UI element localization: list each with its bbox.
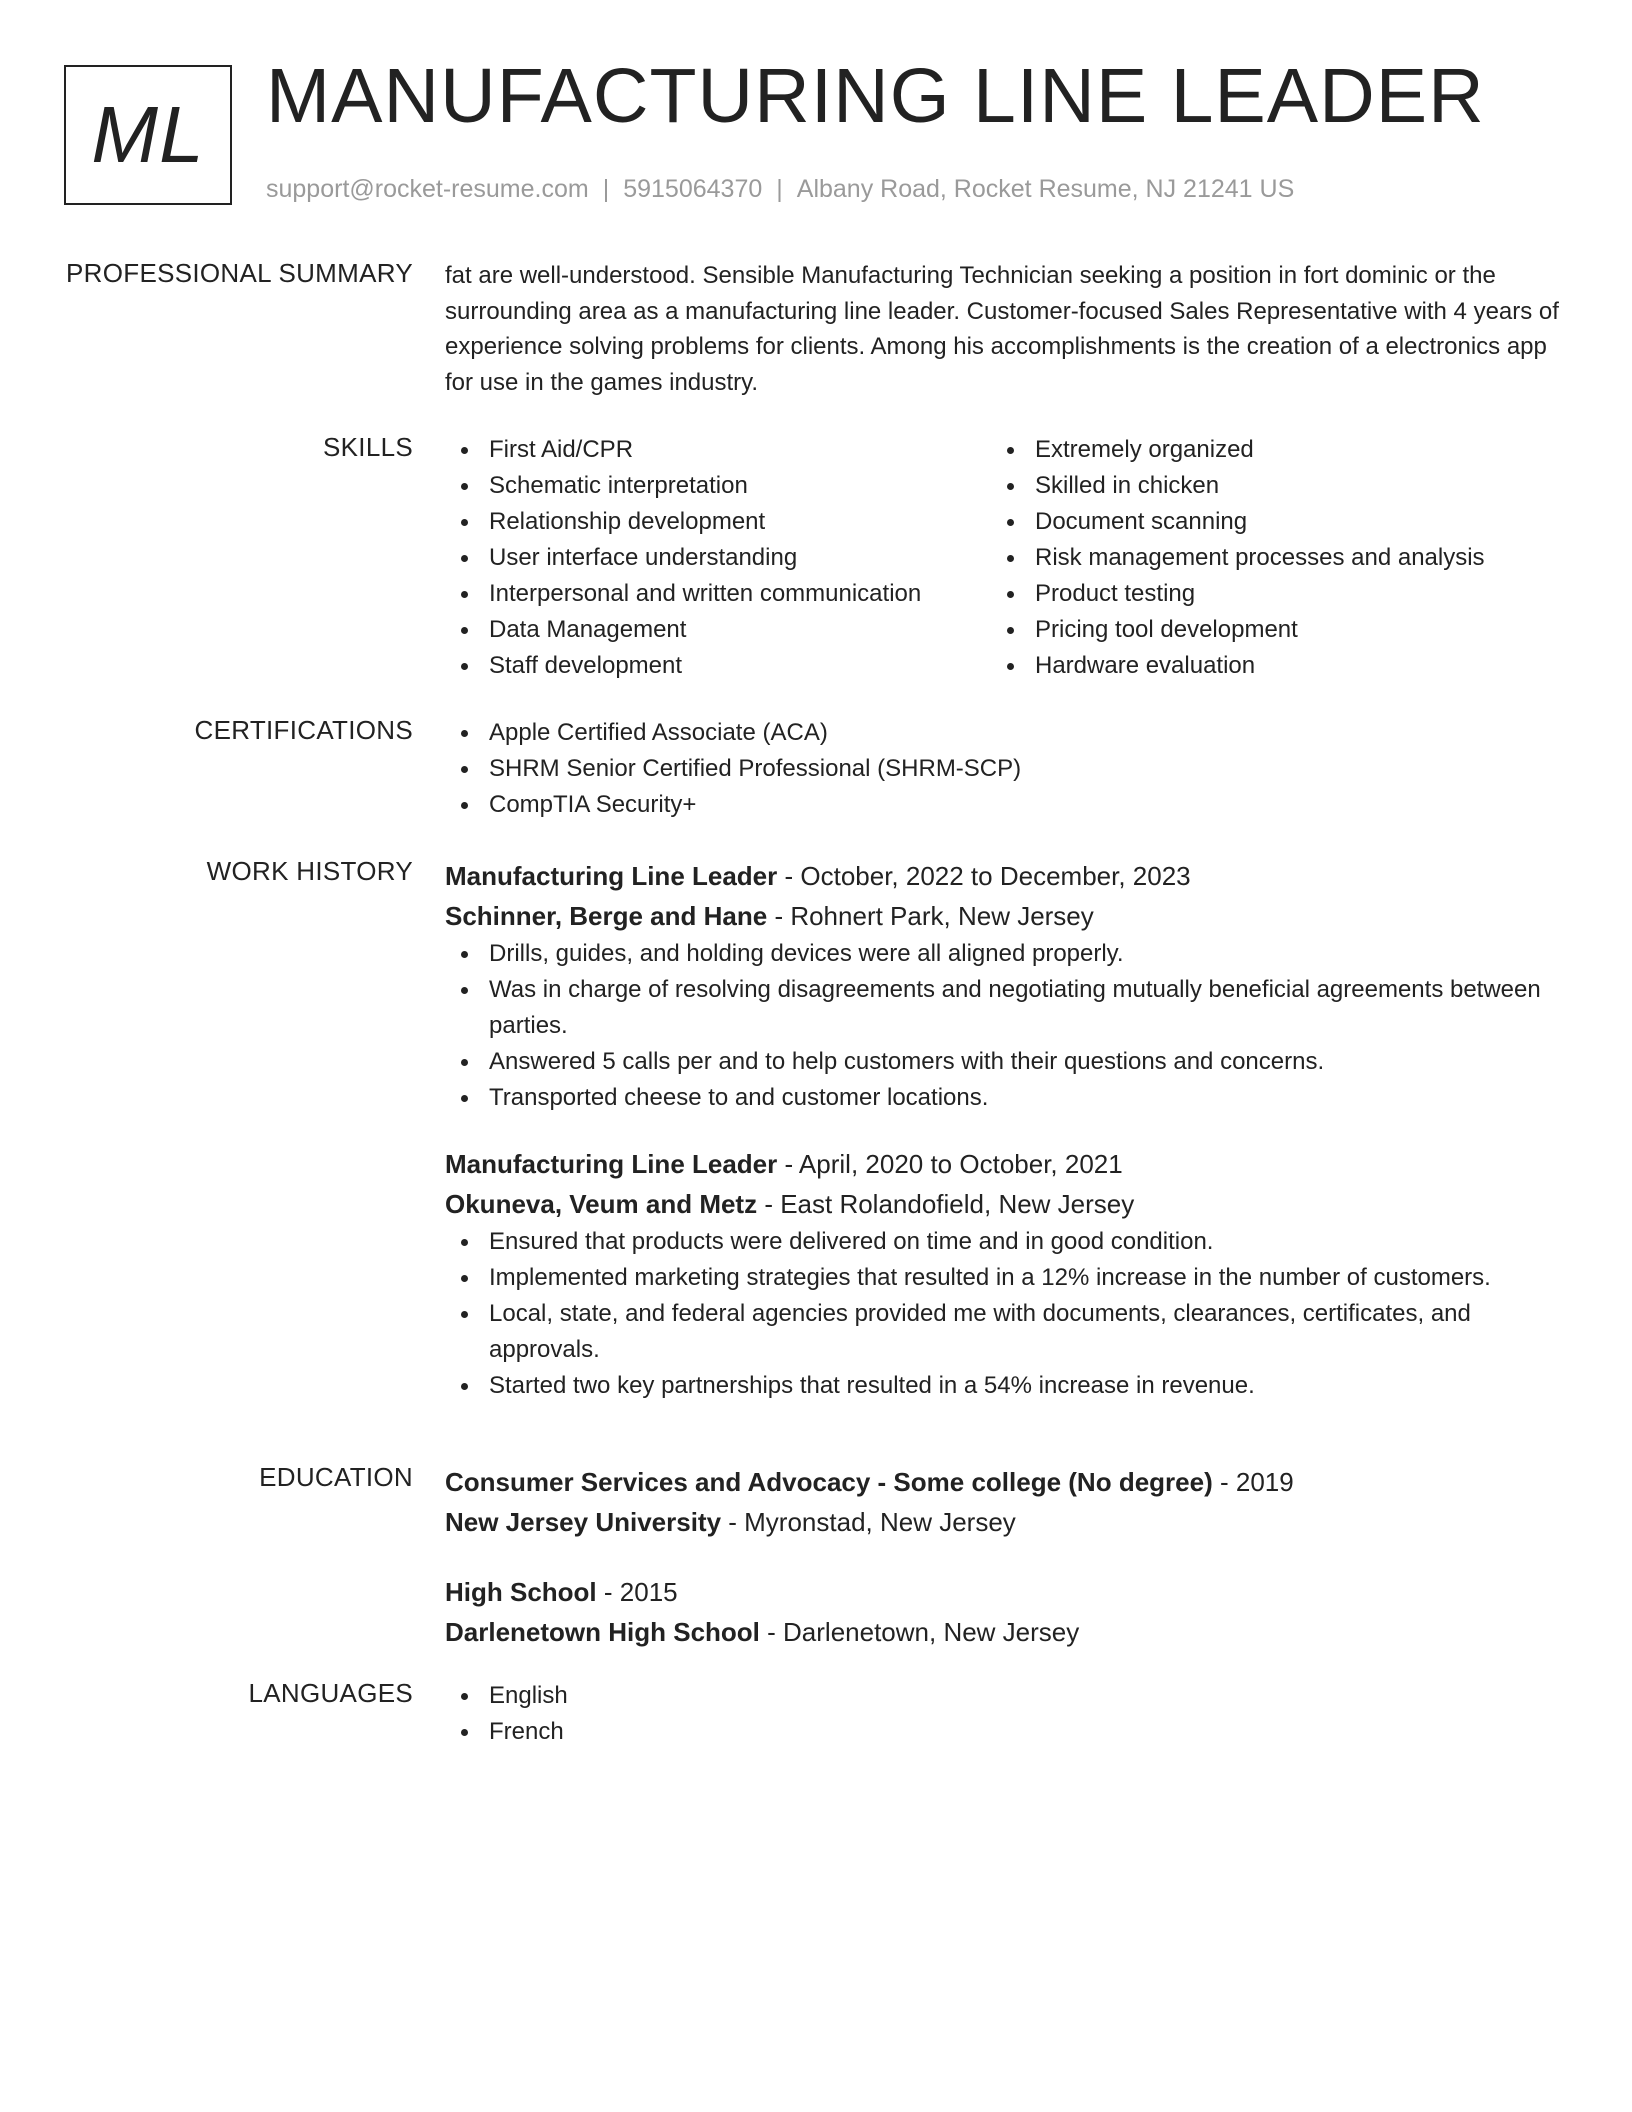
education-degree-line — [445, 1462, 1565, 1502]
education-entry — [445, 1572, 1565, 1652]
contact-email: support@rocket-resume.com — [266, 175, 589, 203]
monogram-box — [64, 65, 232, 205]
skill-item: Extremely organized — [991, 432, 1537, 468]
skill-item: Relationship development — [445, 504, 991, 540]
skill-item: Staff development — [445, 648, 991, 684]
certifications-list — [445, 715, 1565, 823]
resume-title: MANUFACTURING LINE LEADER — [266, 53, 1485, 139]
job-company: Schinner, Berge and Hane — [445, 901, 768, 931]
education-school: Darlenetown High School — [445, 1617, 760, 1647]
education-location: - Darlenetown, New Jersey — [759, 1617, 1080, 1647]
job-location: - East Rolandofield, New Jersey — [757, 1189, 1135, 1219]
skill-item: Pricing tool development — [991, 612, 1537, 648]
education-school: New Jersey University — [445, 1507, 722, 1537]
job-location: - Rohnert Park, New Jersey — [767, 901, 1094, 931]
monogram-initials: ML — [91, 90, 205, 179]
skills-list-right — [991, 432, 1537, 684]
skill-item: Skilled in chicken — [991, 468, 1537, 504]
education-degree: Consumer Services and Advocacy - Some college (No degree) — [445, 1467, 1213, 1497]
job-dates: - April, 2020 to October, 2021 — [777, 1149, 1123, 1179]
education-body — [445, 1462, 1565, 1652]
job-bullet: Ensured that products were delivered on time and in good condition. — [445, 1224, 1565, 1260]
job-title-line — [445, 856, 1565, 896]
education-year: - 2015 — [596, 1577, 678, 1607]
contact-address: Albany Road, Rocket Resume, NJ 21241 US — [796, 175, 1295, 203]
skills-list-left — [445, 432, 991, 684]
skill-item: First Aid/CPR — [445, 432, 991, 468]
skill-item: User interface understanding — [445, 540, 991, 576]
language-item: English — [445, 1678, 1565, 1714]
skill-item: Document scanning — [991, 504, 1537, 540]
job-company-line — [445, 1184, 1565, 1224]
contact-separator: | — [602, 175, 610, 203]
education-school-line — [445, 1612, 1565, 1652]
education-entry — [445, 1462, 1565, 1542]
skill-item: Risk management processes and analysis — [991, 540, 1537, 576]
job-bullet-list — [445, 936, 1565, 1116]
skill-item: Schematic interpretation — [445, 468, 991, 504]
job-company-line — [445, 896, 1565, 936]
contact-phone: 5915064370 — [623, 175, 763, 203]
certifications-body — [445, 715, 1565, 823]
skills-body — [445, 432, 1565, 684]
job-title: Manufacturing Line Leader — [445, 1149, 778, 1179]
education-school-line — [445, 1502, 1565, 1542]
contact-separator: | — [776, 175, 783, 203]
languages-list — [445, 1678, 1565, 1750]
skill-item: Data Management — [445, 612, 991, 648]
certification-item: CompTIA Security+ — [445, 787, 1565, 823]
job-dates: - October, 2022 to December, 2023 — [777, 861, 1191, 891]
job-bullet: Drills, guides, and holding devices were all aligned properly. — [445, 936, 1565, 972]
job-title: Manufacturing Line Leader — [445, 861, 778, 891]
section-label-languages: LANGUAGES — [248, 1678, 413, 1708]
section-label-skills: SKILLS — [323, 432, 413, 462]
job-bullet: Transported cheese to and customer locations. — [445, 1080, 1565, 1116]
skill-item: Product testing — [991, 576, 1537, 612]
contact-line — [266, 175, 1294, 204]
education-degree-line — [445, 1572, 1565, 1612]
job-bullet: Was in charge of resolving disagreements and negotiating mutually beneficial agreements between parties. — [445, 972, 1565, 1044]
language-item: French — [445, 1714, 1565, 1750]
skill-item: Hardware evaluation — [991, 648, 1537, 684]
job-company: Okuneva, Veum and Metz — [445, 1189, 758, 1219]
education-year: - 2019 — [1212, 1467, 1294, 1497]
section-label-work-history: WORK HISTORY — [206, 856, 413, 886]
languages-body — [445, 1678, 1565, 1750]
certification-item: SHRM Senior Certified Professional (SHRM-SCP) — [445, 751, 1565, 787]
job-entry — [445, 856, 1565, 1116]
education-location: - Myronstad, New Jersey — [721, 1507, 1016, 1537]
section-label-education: EDUCATION — [259, 1462, 413, 1492]
job-title-line — [445, 1144, 1565, 1184]
job-bullet: Implemented marketing strategies that resulted in a 12% increase in the number of customers. — [445, 1260, 1565, 1296]
section-label-certifications: CERTIFICATIONS — [194, 715, 413, 745]
summary-body — [445, 258, 1565, 400]
certification-item: Apple Certified Associate (ACA) — [445, 715, 1565, 751]
section-label-summary: PROFESSIONAL SUMMARY — [66, 258, 413, 288]
education-degree: High School — [445, 1577, 597, 1607]
job-entry — [445, 1144, 1565, 1404]
summary-text: fat are well-understood. Sensible Manufacturing Technician seeking a position in fort dominic or the surrounding area as a manufacturing line leader. Customer-focused Sales Representative with 4 years of experience solving problems for clients. Among his accomplishments is the creation of a electronics app for use in the games industry. — [445, 262, 1559, 396]
job-bullet-list — [445, 1224, 1565, 1404]
work-history-body — [445, 856, 1565, 1404]
job-bullet: Answered 5 calls per and to help customers with their questions and concerns. — [445, 1044, 1565, 1080]
job-bullet: Local, state, and federal agencies provided me with documents, clearances, certificates, and approvals. — [445, 1296, 1565, 1368]
skill-item: Interpersonal and written communication — [445, 576, 991, 612]
job-bullet: Started two key partnerships that resulted in a 54% increase in revenue. — [445, 1368, 1565, 1404]
